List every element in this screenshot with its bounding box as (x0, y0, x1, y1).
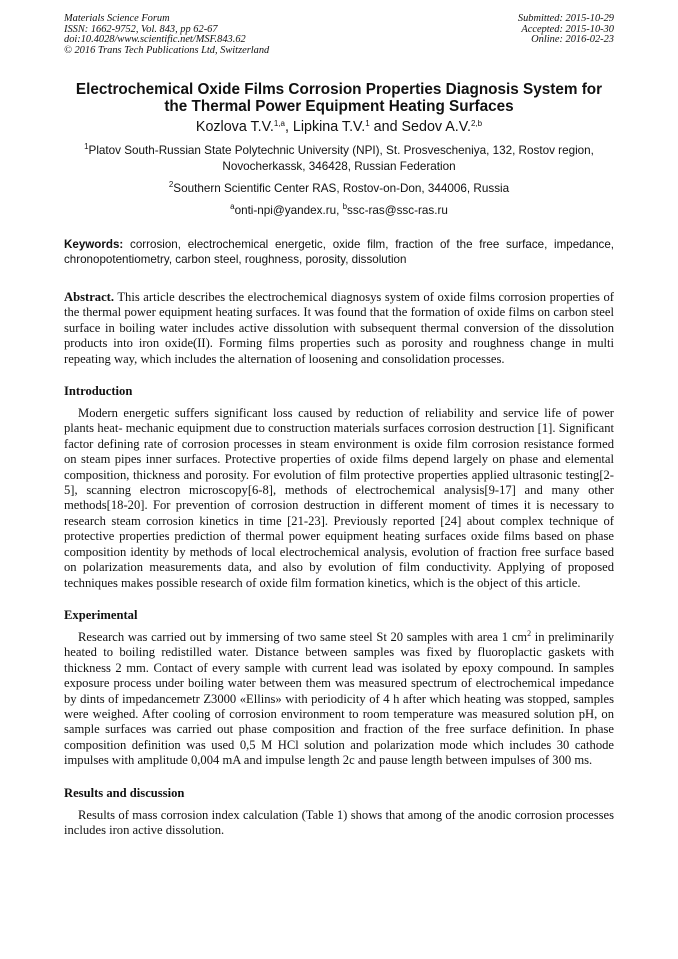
section-heading-introduction: Introduction (64, 384, 133, 399)
author-emails (64, 203, 614, 219)
author-name: Kozlova T.V. (195, 119, 274, 135)
paper-title: Electrochemical Oxide Films Corrosion Properties Diagnosis System for the Thermal Power Equipment Heating Surfaces (75, 81, 603, 115)
journal-issn: ISSN: 1662-9752, Vol. 843, pp 62-67 (64, 23, 218, 35)
section-heading-results: Results and discussion (64, 785, 185, 800)
author-affiliation-mark: 1,a (273, 119, 285, 128)
journal-info (64, 14, 269, 56)
keywords-text: corrosion, electrochemical energetic, oxide film, fraction of the free surface, impedance, chronopotentiometry, carbon steel, roughness, porosity, dissolution (64, 238, 614, 266)
journal-header (64, 14, 614, 64)
abstract-label: Abstract. (64, 290, 115, 304)
journal-copyright: © 2016 Trans Tech Publications Ltd, Switzerland (64, 44, 270, 56)
section-heading-experimental: Experimental (64, 607, 138, 622)
affiliation-2 (64, 181, 614, 197)
submitted-date: Submitted: 2015-10-29 (517, 13, 614, 24)
author-affiliation-mark: 1 (365, 119, 370, 128)
author-list (64, 119, 614, 136)
affiliation-text: Southern Scientific Center RAS, Rostov-on-Don, 344006, Russia (173, 182, 510, 195)
email-mark: b (342, 202, 348, 211)
author-name: Sedov A.V. (401, 119, 471, 135)
accepted-date: Accepted: 2015-10-30 (521, 23, 614, 35)
abstract (64, 290, 614, 367)
author-separator: and (369, 119, 402, 135)
abstract-text: This article describes the electrochemical diagnosys system of oxide films corrosion properties of the thermal power equipment heating surfaces. It was found that the formation of oxide films on carbon steel surface in boiling water includes active dissolution with subsequent thermal conversion of the dissolution products into iron oxide(II). Forming films properties such as porosity and roughness change in multi repeating way, which includes the alternation of loosening and consolidation processes. (64, 290, 614, 366)
introduction-paragraph: Modern energetic suffers significant loss caused by reduction of reliability and service life of power plants heat- mechanic equipment due to construction materials surfaces corrosion destruction [1]. Significant factor defining rate of corrosion processes in steam environment is oxide film corrosion resistance formed on steam pipes inner surfaces. Protective properties of oxide films depend largely on phase and elemental composition, thickness and porosity. For evolution of film protective properties applied ultrasonic testing[2-5], scanning electron microscopy[6-8], methods of electrochemical analysis[9-17] and many other methods[18-20]. For prevention of corrosion destruction in different moment of times it is necessary to research steam corrosion kinetics in time [21-23]. Previously reported [24] about complex technique of protective properties prediction of thermal power equipment heating surfaces oxide films based on phase composition identity by methods of local electrochemical analysis, evolution of fraction free surface based on polarization measurements data, and also by evolution of film conductivity. Applying of proposed techniques makes possible research of oxide film formation kinetics, which is the object of this article. (64, 406, 614, 590)
journal-doi[interactable]: doi:10.4028/www.scientific.net/MSF.843.62 (64, 34, 246, 46)
publication-dates (518, 14, 614, 46)
affiliation-mark: 2 (168, 180, 174, 189)
affiliation-mark: 1 (84, 142, 89, 151)
online-date: Online: 2016-02-23 (531, 34, 614, 46)
email-mark: a (230, 202, 235, 211)
affiliation-1 (64, 143, 614, 175)
superscript: 2 (527, 628, 532, 638)
email-link[interactable]: ssc-ras@ssc-ras.ru (347, 204, 448, 217)
affiliation-text: Platov South-Russian State Polytechnic University (NPI), St. Prosvescheniya, 132, Rostov region, Novocherkassk, 346428, Russian Federation (88, 144, 594, 173)
email-link[interactable]: onti-npi@yandex.ru, (234, 204, 343, 217)
experimental-paragraph (64, 630, 614, 769)
results-paragraph: Results of mass corrosion index calculation (Table 1) shows that among of the anodic corrosion processes includes iron active dissolution. (64, 807, 614, 837)
author-separator: , (284, 119, 293, 135)
experimental-text-rest: in preliminarily heated to boiling redistilled water. Distance between samples was fixed by fluoroplactic gaskets with thickness 2 mm. Contact of every sample with current lead was isolated by epoxy compound. In samples exposure process under boiling water between them was measured spectrum of electrochemical impedance by dints of impedancemetr Z3000 «Ellins» with periodicity of 4 h after which heating was stopped, samples were weighed. After cooling of corrosion environment to room temperature was measured solution pH, on sample surfaces was carried out phase composition and fraction of the free surface definition. In phase composition definition was used 0,5 M HCl solution and polarization mode which includes 30 cathode impulses with amplitude 0,004 mA and impulse length 2c and pause length between impulses of 300 ms. (64, 629, 614, 768)
journal-name: Materials Science Forum (64, 13, 170, 24)
keywords (64, 237, 614, 267)
author-affiliation-mark: 2,b (470, 119, 483, 128)
author-name: Lipkina T.V. (292, 119, 366, 135)
paper-page (64, 14, 614, 838)
keywords-label: Keywords: (64, 238, 124, 251)
experimental-text-start: Research was carried out by immersing of two same steel St 20 samples with area 1 cm (78, 629, 528, 644)
